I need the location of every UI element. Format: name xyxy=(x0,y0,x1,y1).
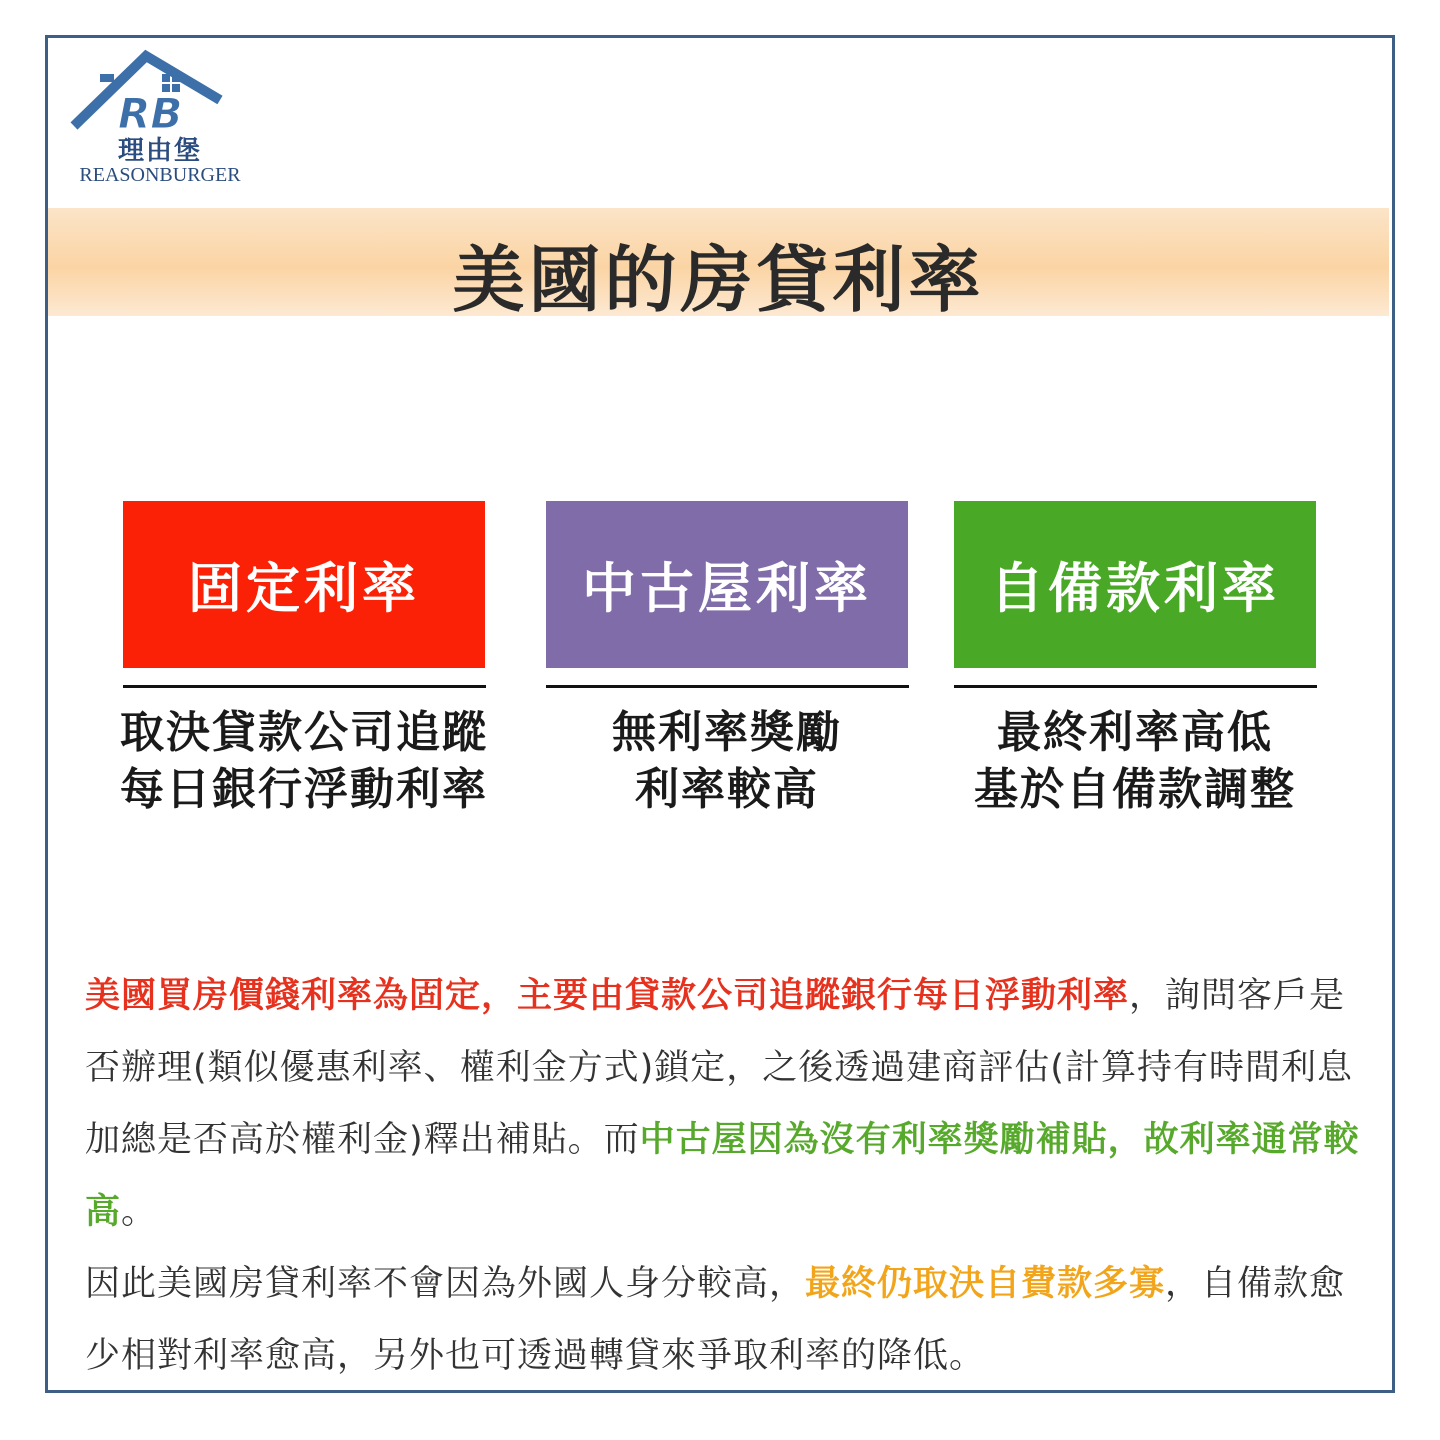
desc-fixed-line1: 取決貸款公司追蹤 xyxy=(120,707,488,758)
logo-name-en: REASONBURGER xyxy=(79,164,241,186)
divider-down-payment xyxy=(954,685,1317,688)
card-down-payment-rate: 自備款利率 xyxy=(954,501,1316,668)
divider-used-home xyxy=(546,685,909,688)
page-title: 美國的房貸利率 xyxy=(452,238,985,322)
paragraph-1-text-a: ，詢問客戶是否辦理(類似優惠利率、權利金方式)鎖定，之後透過建商評估(計算持有時間利息加總是否高於權利金)釋出補貼。而 xyxy=(85,976,1353,1160)
paragraph-2 xyxy=(85,1248,1365,1392)
desc-down-line2: 基於自備款調整 xyxy=(974,764,1296,815)
reasonburger-logo xyxy=(70,48,250,193)
desc-used-line1: 無利率獎勵 xyxy=(612,707,842,758)
highlight-green: 中古屋因為沒有利率獎勵補貼，故利率通常較高 xyxy=(85,1120,1360,1232)
card-fixed-rate: 固定利率 xyxy=(123,501,485,668)
logo-name-cn: 理由堡 xyxy=(117,136,202,166)
paragraph-2-text-b: ，自備款愈少相對利率愈高，另外也可透過轉貸來爭取利率的降低。 xyxy=(85,1264,1346,1376)
desc-fixed-line2: 每日銀行浮動利率 xyxy=(120,764,488,815)
desc-fixed-rate xyxy=(94,704,514,818)
desc-used-home-rate xyxy=(517,704,937,818)
house-rb-icon xyxy=(70,48,250,133)
explanation-text xyxy=(85,960,1365,1392)
card-used-home-rate: 中古屋利率 xyxy=(546,501,908,668)
desc-down-line1: 最終利率高低 xyxy=(997,707,1273,758)
paragraph-1-text-b: 。 xyxy=(121,1192,158,1232)
desc-down-payment-rate xyxy=(925,704,1345,818)
highlight-red: 美國買房價錢利率為固定，主要由貸款公司追蹤銀行每日浮動利率 xyxy=(85,976,1130,1016)
paragraph-2-text-a: 因此美國房貸利率不會因為外國人身分較高， xyxy=(85,1264,806,1304)
logo-mark: RB xyxy=(118,89,183,133)
paragraph-1 xyxy=(85,960,1365,1248)
divider-fixed xyxy=(123,685,486,688)
desc-used-line2: 利率較高 xyxy=(635,764,819,815)
highlight-orange: 最終仍取決自費款多寡 xyxy=(805,1264,1166,1304)
title-banner xyxy=(48,208,1389,322)
